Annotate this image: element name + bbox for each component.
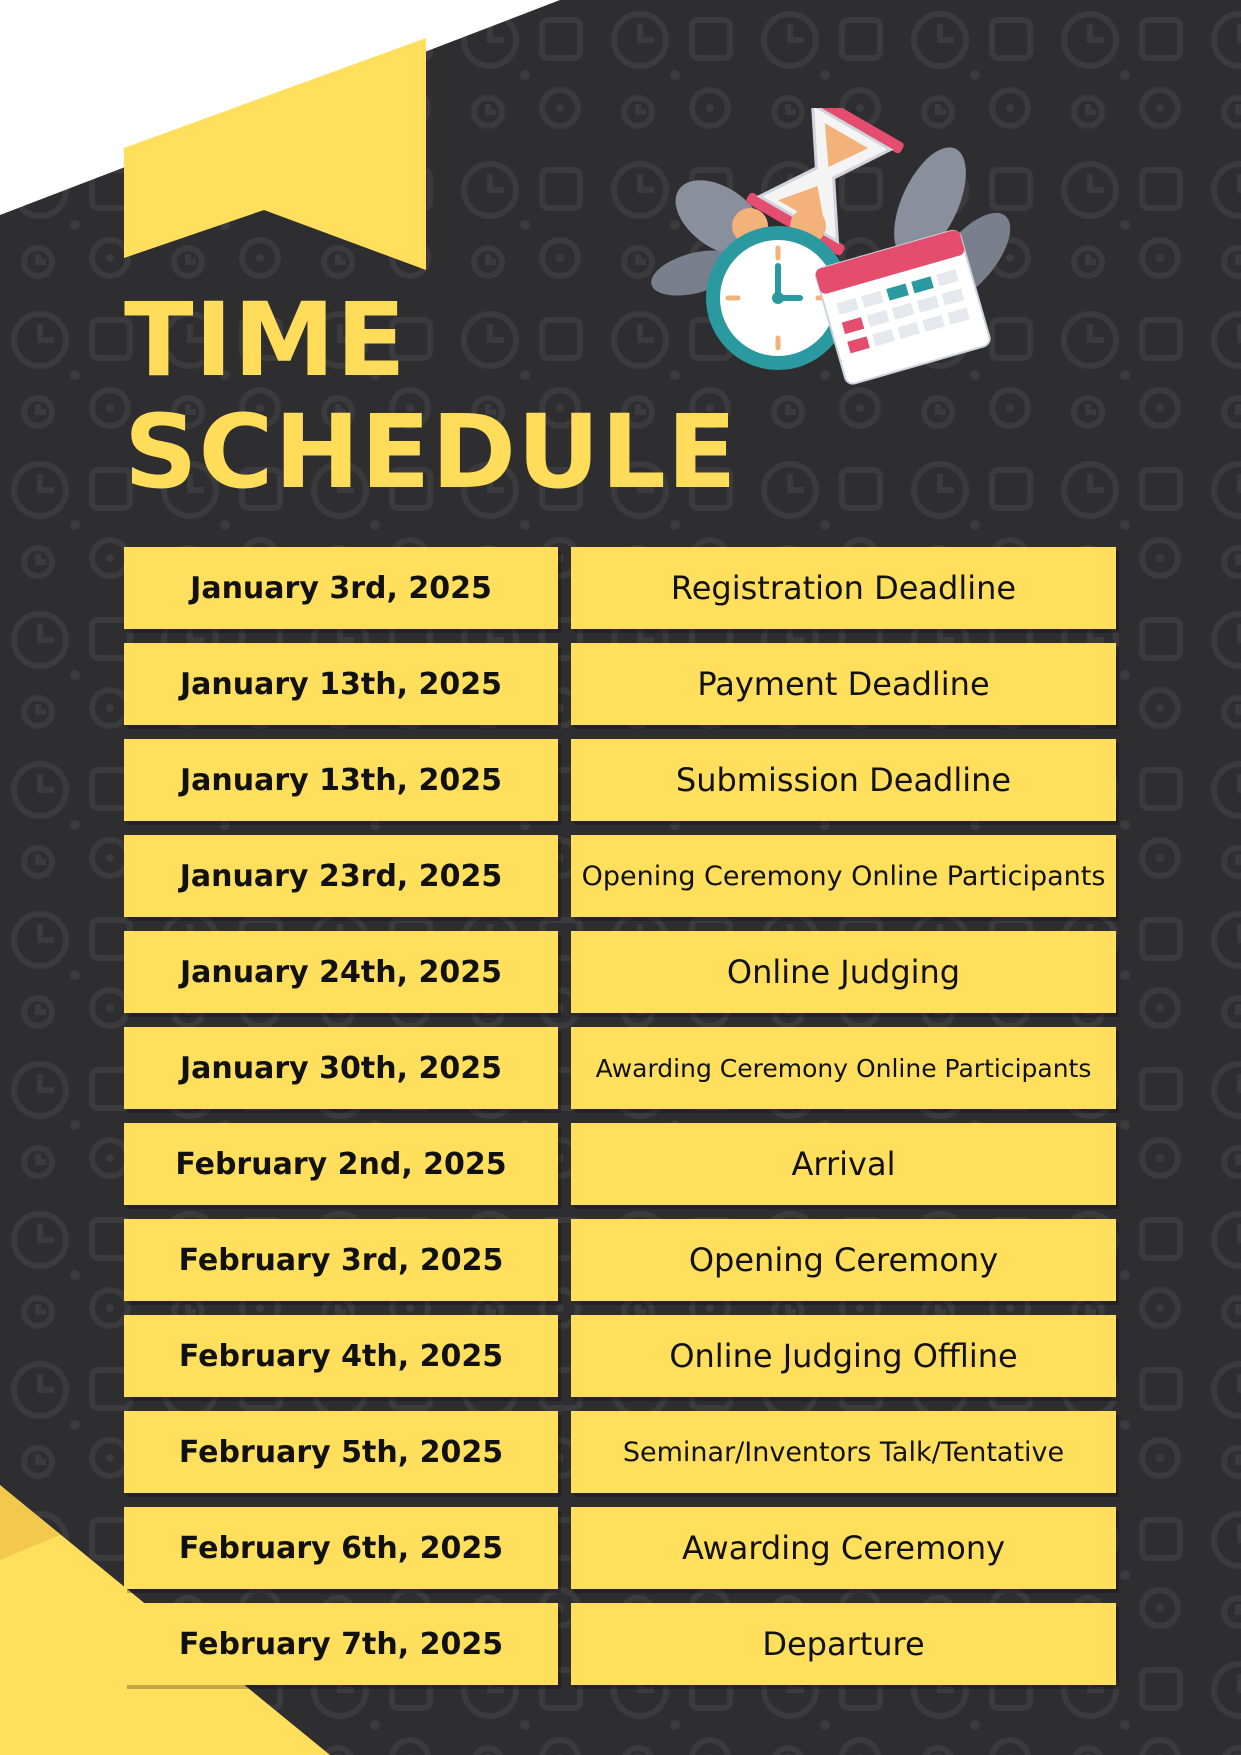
schedule-row xyxy=(124,931,1116,1013)
schedule-row xyxy=(124,1123,1116,1205)
schedule-row xyxy=(124,1507,1116,1589)
schedule-event: Opening Ceremony xyxy=(571,1219,1116,1301)
schedule-event: Awarding Ceremony Online Participants xyxy=(571,1027,1116,1109)
schedule-event: Submission Deadline xyxy=(571,739,1116,821)
schedule-date: February 4th, 2025 xyxy=(124,1315,558,1397)
schedule-date: January 3rd, 2025 xyxy=(124,547,558,629)
schedule-row xyxy=(124,1219,1116,1301)
schedule-event: Online Judging xyxy=(571,931,1116,1013)
schedule-event: Opening Ceremony Online Participants xyxy=(571,835,1116,917)
schedule-event: Awarding Ceremony xyxy=(571,1507,1116,1589)
schedule-event: Arrival xyxy=(571,1123,1116,1205)
schedule-date: February 2nd, 2025 xyxy=(124,1123,558,1205)
schedule-row xyxy=(124,1603,1116,1685)
schedule-event: Payment Deadline xyxy=(571,643,1116,725)
schedule-date: January 13th, 2025 xyxy=(124,643,558,725)
ribbon-banner-shape xyxy=(124,38,426,270)
title-line-time: TIME xyxy=(124,281,407,400)
title-line-schedule: SCHEDULE xyxy=(124,393,738,512)
schedule-date: January 13th, 2025 xyxy=(124,739,558,821)
schedule-event: Online Judging Offline xyxy=(571,1315,1116,1397)
schedule-row xyxy=(124,739,1116,821)
schedule-event: Departure xyxy=(571,1603,1116,1685)
schedule-event: Registration Deadline xyxy=(571,547,1116,629)
schedule-date: February 3rd, 2025 xyxy=(124,1219,558,1301)
schedule-row xyxy=(124,1027,1116,1109)
schedule-row xyxy=(124,643,1116,725)
schedule-row xyxy=(124,547,1116,629)
schedule-date: February 5th, 2025 xyxy=(124,1411,558,1493)
schedule-row xyxy=(124,835,1116,917)
schedule-event: Seminar/Inventors Talk/Tentative xyxy=(571,1411,1116,1493)
schedule-date: February 7th, 2025 xyxy=(124,1603,558,1685)
schedule-row xyxy=(124,1315,1116,1397)
schedule-date: January 30th, 2025 xyxy=(124,1027,558,1109)
schedule-date: January 24th, 2025 xyxy=(124,931,558,1013)
time-illustration xyxy=(650,108,1030,393)
schedule-date: February 6th, 2025 xyxy=(124,1507,558,1589)
schedule-date: January 23rd, 2025 xyxy=(124,835,558,917)
schedule-row xyxy=(124,1411,1116,1493)
